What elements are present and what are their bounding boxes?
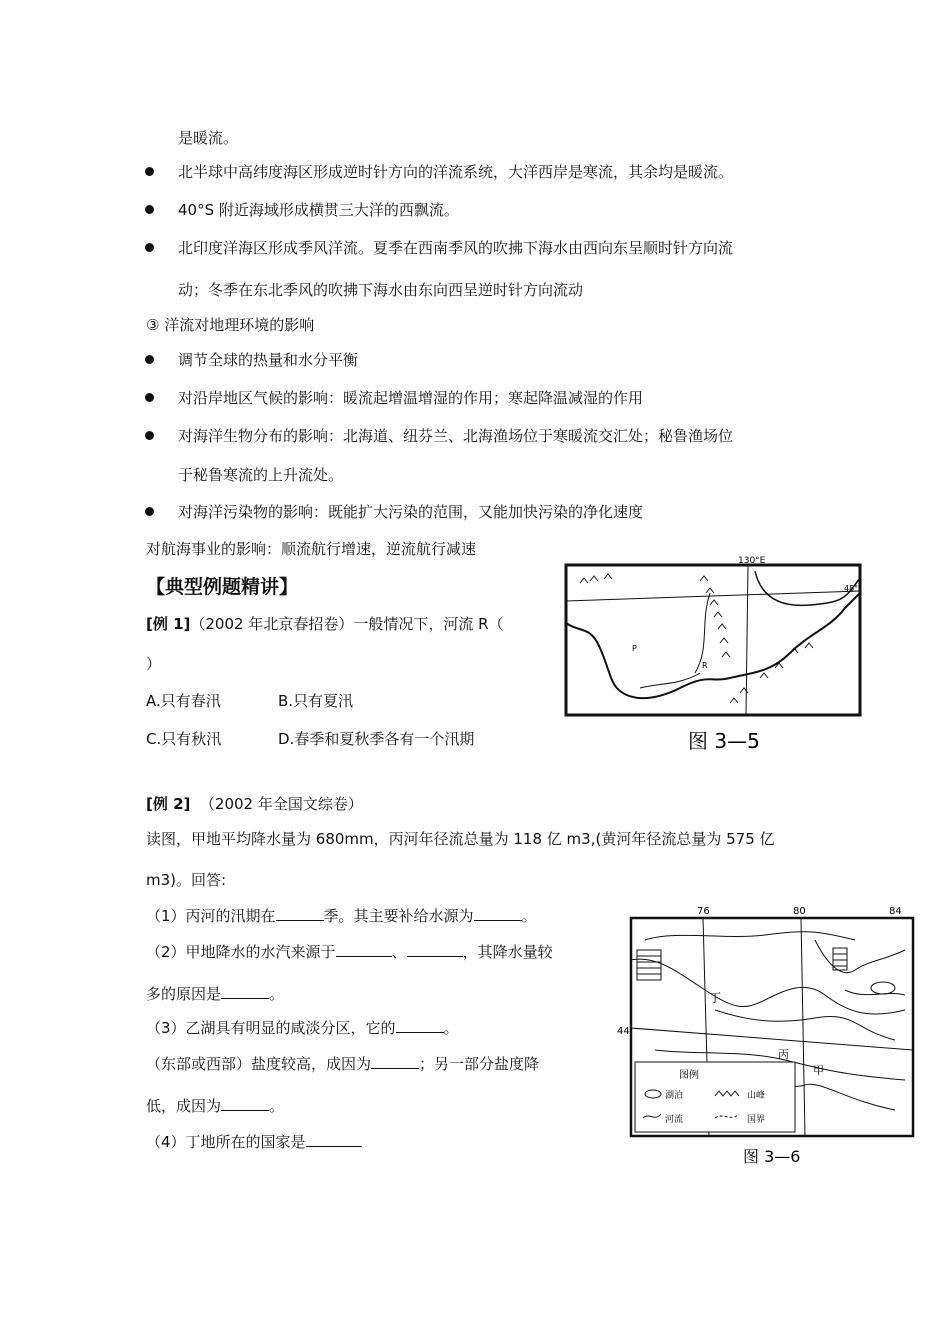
- figure-caption: 图 3—6: [743, 1147, 801, 1166]
- bullet-icon: [145, 205, 154, 214]
- figure-3-5-map: [560, 553, 872, 758]
- question-text: 。: [269, 1097, 285, 1115]
- answer-blank[interactable]: [221, 984, 269, 999]
- longitude-label: 84: [889, 906, 902, 917]
- legend-river: 河流: [665, 1115, 684, 1125]
- answer-blank[interactable]: [221, 1096, 269, 1111]
- label-r: R: [702, 661, 708, 670]
- legend-lake: 湖泊: [665, 1091, 684, 1101]
- option-b: B.只有夏汛: [278, 692, 354, 710]
- question-text: 季。其主要补给水源为: [323, 907, 474, 925]
- text-line: 40°S 附近海域形成横贯三大洋的西飘流。: [178, 201, 459, 219]
- longitude-label: 80: [793, 906, 806, 917]
- answer-blank[interactable]: [336, 942, 392, 957]
- question-3-cont: [146, 1096, 284, 1116]
- bullet-icon: [145, 243, 154, 252]
- question-text: （4）丁地所在的国家是: [146, 1133, 306, 1151]
- figure-3-6-map: [615, 900, 920, 1170]
- answer-blank[interactable]: [276, 906, 324, 921]
- question-text: 。: [521, 907, 537, 925]
- question-4: [146, 1132, 362, 1152]
- bullet-icon: [145, 355, 154, 364]
- text-line: 北印度洋海区形成季风洋流。夏季在西南季风的吹拂下海水由西向东呈顺时针方向流: [178, 239, 734, 257]
- bullet-icon: [145, 393, 154, 402]
- example-1-question: [146, 614, 504, 634]
- example-source: （2002 年北京春招卷）一般情况下，河流 R（: [190, 615, 504, 633]
- text-line: 是暖流。: [178, 129, 239, 147]
- example-source: （2002 年全国文综卷）: [199, 795, 363, 813]
- example-2-header: [146, 794, 363, 814]
- longitude-label: 76: [697, 906, 710, 917]
- text-line: 对海洋生物分布的影响：北海道、纽芬兰、北海渔场位于寒暖流交汇处；秘鲁渔场位: [178, 427, 734, 445]
- label-bing: 丙: [778, 1048, 789, 1061]
- text-line: 对航海事业的影响：顺流航行增速，逆流航行减速: [146, 540, 477, 558]
- answer-blank[interactable]: [396, 1018, 444, 1033]
- figure-caption: 图 3—5: [688, 729, 760, 753]
- question-3-cont: [146, 1054, 539, 1074]
- bullet-icon: [145, 507, 154, 516]
- question-2-cont: [146, 984, 284, 1004]
- example-close-paren: ）: [146, 655, 162, 673]
- bullet-icon: [145, 431, 154, 440]
- bullet-icon: [145, 167, 154, 176]
- example-intro: m3)。回答:: [146, 871, 227, 889]
- question-1: [146, 906, 537, 926]
- label-jia: 甲: [813, 1064, 824, 1077]
- answer-blank[interactable]: [306, 1132, 362, 1147]
- latitude-label: 48°: [844, 584, 859, 593]
- question-text: ，其降水量较: [462, 943, 553, 961]
- question-2: [146, 942, 553, 962]
- option-a: A.只有春汛: [146, 692, 221, 710]
- text-line: 对海洋污染物的影响：既能扩大污染的范围，又能加快污染的净化速度: [178, 503, 644, 521]
- label-p: P: [632, 644, 637, 653]
- text-line: 动；冬季在东北季风的吹拂下海水由东向西呈逆时针方向流动: [178, 281, 584, 299]
- answer-blank[interactable]: [371, 1054, 419, 1069]
- question-text: （2）甲地降水的水汽来源于: [146, 943, 336, 961]
- legend-peak: 山峰: [747, 1091, 766, 1101]
- example-label: [例 2]: [146, 795, 191, 813]
- question-text: （东部或西部）盐度较高，成因为: [146, 1055, 372, 1073]
- question-text: （3）乙湖具有明显的咸淡分区，它的: [146, 1019, 396, 1037]
- section-heading: ③ 洋流对地理环境的影响: [146, 316, 315, 334]
- label-ding: 丁: [709, 991, 722, 1005]
- text-line: 于秘鲁寒流的上升流处。: [178, 466, 344, 484]
- answer-blank[interactable]: [407, 942, 463, 957]
- answer-blank[interactable]: [474, 906, 522, 921]
- question-text: 、: [391, 943, 407, 961]
- latitude-label: 44: [617, 1026, 630, 1037]
- question-text: 。: [443, 1019, 459, 1037]
- example-intro: 读图，甲地平均降水量为 680mm，丙河年径流总量为 118 亿 m3,(黄河年径流总量为 575 亿: [146, 830, 775, 848]
- option-d: D.春季和夏秋季各有一个汛期: [278, 730, 475, 748]
- question-text: 低，成因为: [146, 1097, 222, 1115]
- question-text: （1）丙河的汛期在: [146, 907, 276, 925]
- example-label: [例 1]: [146, 615, 191, 633]
- option-c: C.只有秋汛: [146, 730, 222, 748]
- text-line: 对沿岸地区气候的影响：暖流起增温增湿的作用；寒起降温减湿的作用: [178, 389, 644, 407]
- text-line: 调节全球的热量和水分平衡: [178, 351, 359, 369]
- text-line: 北半球中高纬度海区形成逆时针方向的洋流系统，大洋西岸是寒流，其余均是暖流。: [178, 163, 734, 181]
- question-3: [146, 1018, 459, 1038]
- longitude-label: 130°E: [738, 556, 766, 566]
- section-title: 【典型例题精讲】: [146, 576, 299, 598]
- question-text: 。: [269, 985, 285, 1003]
- legend-title: 图例: [679, 1070, 699, 1081]
- question-text: 多的原因是: [146, 985, 222, 1003]
- question-text: ；另一部分盐度降: [419, 1055, 540, 1073]
- legend-border: 国界: [747, 1115, 766, 1125]
